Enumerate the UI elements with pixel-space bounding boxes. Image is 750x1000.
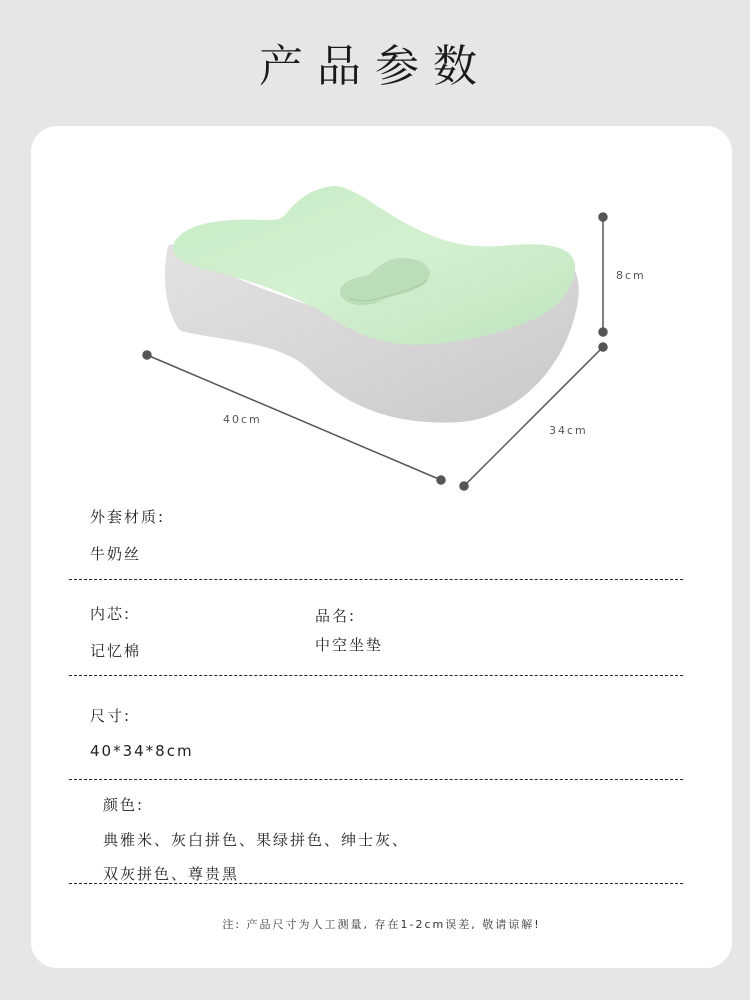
spec-value: 记忆棉 [90, 642, 142, 660]
dimension-depth-label: 34cm [549, 424, 588, 437]
spec-cover-material [90, 506, 165, 564]
divider [69, 579, 683, 580]
footnote: 注: 产品尺寸为人工测量, 存在1-2cm误差, 敬请谅解! [222, 918, 541, 931]
spec-value-line: 典雅米、灰白拼色、果绿拼色、绅士灰、 [103, 831, 410, 849]
divider [69, 675, 683, 676]
spec-core [90, 603, 141, 661]
divider [69, 883, 683, 884]
spec-label: 外套材质: [90, 508, 166, 526]
spec-colors [103, 794, 409, 891]
spec-label: 品名: [315, 607, 357, 625]
divider [69, 779, 683, 780]
page-title: 产品参数 [259, 41, 491, 92]
spec-value: 中空坐垫 [315, 636, 384, 654]
spec-label: 内芯: [90, 605, 132, 623]
spec-value-line: 双灰拼色、尊贵黑 [103, 865, 240, 883]
spec-size [90, 705, 194, 760]
spec-value: 牛奶丝 [90, 545, 142, 563]
spec-label: 颜色: [103, 796, 145, 814]
cushion-illustration [31, 126, 732, 496]
spec-label: 尺寸: [90, 707, 132, 725]
dimension-height [599, 213, 607, 336]
spec-value: 40*34*8cm [90, 742, 194, 760]
spec-card [31, 126, 732, 968]
dimension-width-label: 40cm [223, 413, 262, 426]
spec-product-name [315, 605, 383, 655]
dimension-height-label: 8cm [616, 269, 646, 282]
